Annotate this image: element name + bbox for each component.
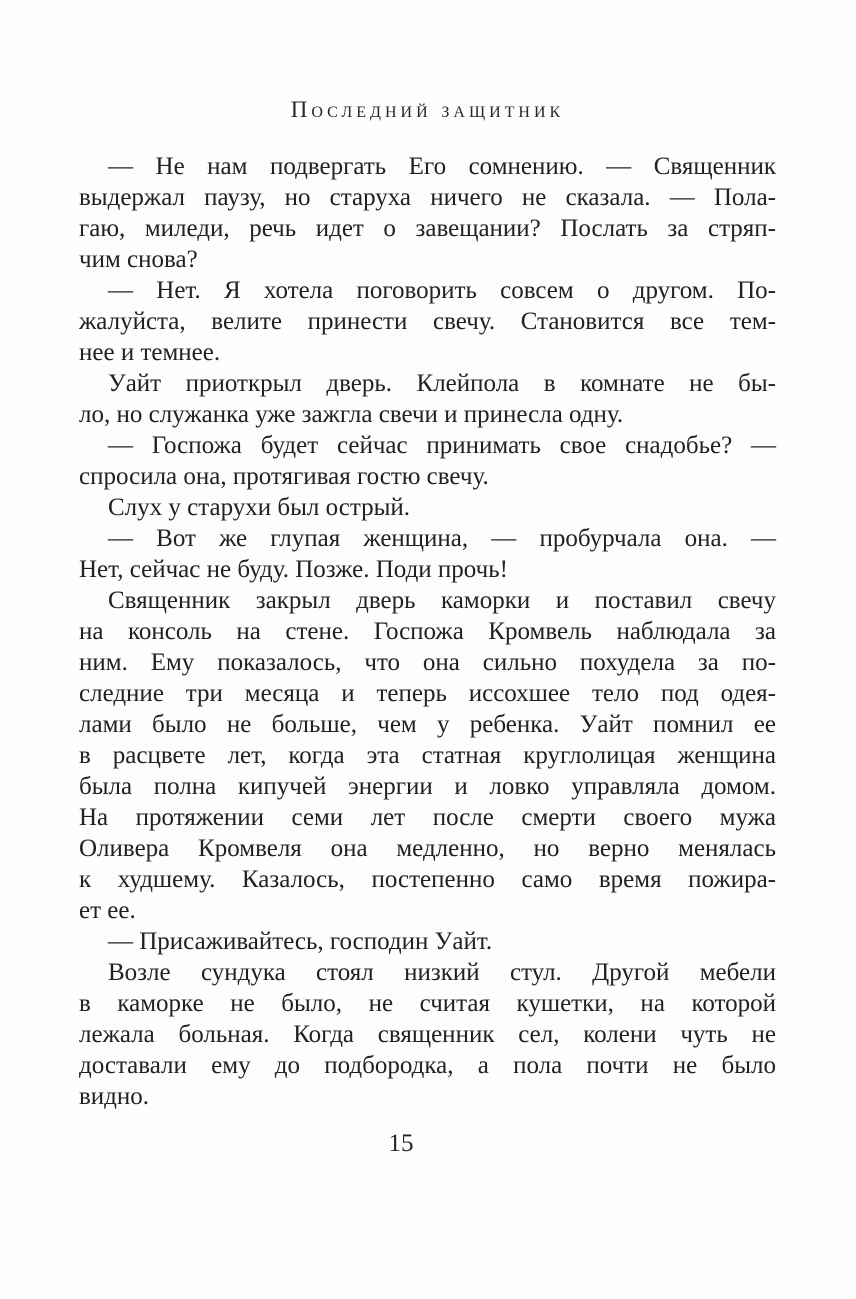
text-line: была полна кипучей энергии и ловко управляла домом. (79, 773, 776, 800)
text-line: к худшему. Казалось, постепенно само время пожира- (79, 866, 776, 893)
paragraph (79, 430, 776, 492)
text-line: ет ее. (79, 897, 136, 924)
text-line: жалуйста, велите принести свечу. Становится все тем- (79, 308, 776, 335)
text-line: — Нет. Я хотела поговорить совсем о другом. По- (108, 277, 776, 304)
text-line: Священник закрыл дверь каморки и поставил свечу (108, 587, 776, 614)
text-line: Слух у старухи был острый. (108, 494, 410, 521)
text-line: лежала больная. Когда священник сел, колени чуть не (79, 1021, 776, 1048)
body-text (79, 151, 776, 1112)
text-line: гаю, миледи, речь идет о завещании? Послать за стряп- (79, 215, 776, 242)
paragraph (79, 926, 776, 957)
text-line: лами было не больше, чем у ребенка. Уайт помнил ее (79, 711, 776, 738)
text-line: на консоль на стене. Госпожа Кромвель наблюдала за (79, 618, 776, 645)
text-line: Уайт приоткрыл дверь. Клейпола в комнате не бы- (108, 370, 776, 397)
text-line: Оливера Кромвеля она медленно, но верно менялась (79, 835, 776, 862)
text-line: — Не нам подвергать Его сомнению. — Священник (108, 153, 776, 180)
paragraph (79, 368, 776, 430)
text-line: в расцвете лет, когда эта статная круглолицая женщина (79, 742, 776, 769)
paragraph (79, 275, 776, 368)
paragraph (79, 492, 776, 523)
text-line: ним. Ему показалось, что она сильно похудела за по- (79, 649, 776, 676)
page-number: 15 (388, 1130, 414, 1157)
text-line: следние три месяца и теперь иссохшее тело под одея- (79, 680, 776, 707)
text-line: На протяжении семи лет после смерти своего мужа (79, 804, 776, 831)
text-line: в каморке не было, не считая кушетки, на которой (79, 990, 776, 1017)
paragraph (79, 957, 776, 1112)
paragraph (79, 151, 776, 275)
text-line: Возле сундука стоял низкий стул. Другой мебели (108, 959, 776, 986)
text-line: видно. (79, 1083, 150, 1110)
text-line: — Госпожа будет сейчас принимать свое снадобье? — (108, 432, 776, 459)
text-line: спросила она, протягивая гостю свечу. (79, 463, 489, 490)
text-line: — Вот же глупая женщина, — пробурчала она. — (108, 525, 776, 552)
running-header: Последний защитник (290, 97, 565, 122)
text-line: ло, но служанка уже зажгла свечи и принесла одну. (79, 401, 624, 428)
text-line: доставали ему до подбородка, а пола почти не было (79, 1052, 776, 1079)
text-line: Нет, сейчас не буду. Позже. Поди прочь! (79, 556, 508, 583)
text-line: чим снова? (79, 246, 198, 273)
text-line: выдержал паузу, но старуха ничего не сказала. — Пола- (79, 184, 776, 211)
paragraph (79, 585, 776, 926)
text-line: нее и темнее. (79, 339, 221, 366)
text-line: — Присаживайтесь, господин Уайт. (108, 928, 493, 955)
paragraph (79, 523, 776, 585)
